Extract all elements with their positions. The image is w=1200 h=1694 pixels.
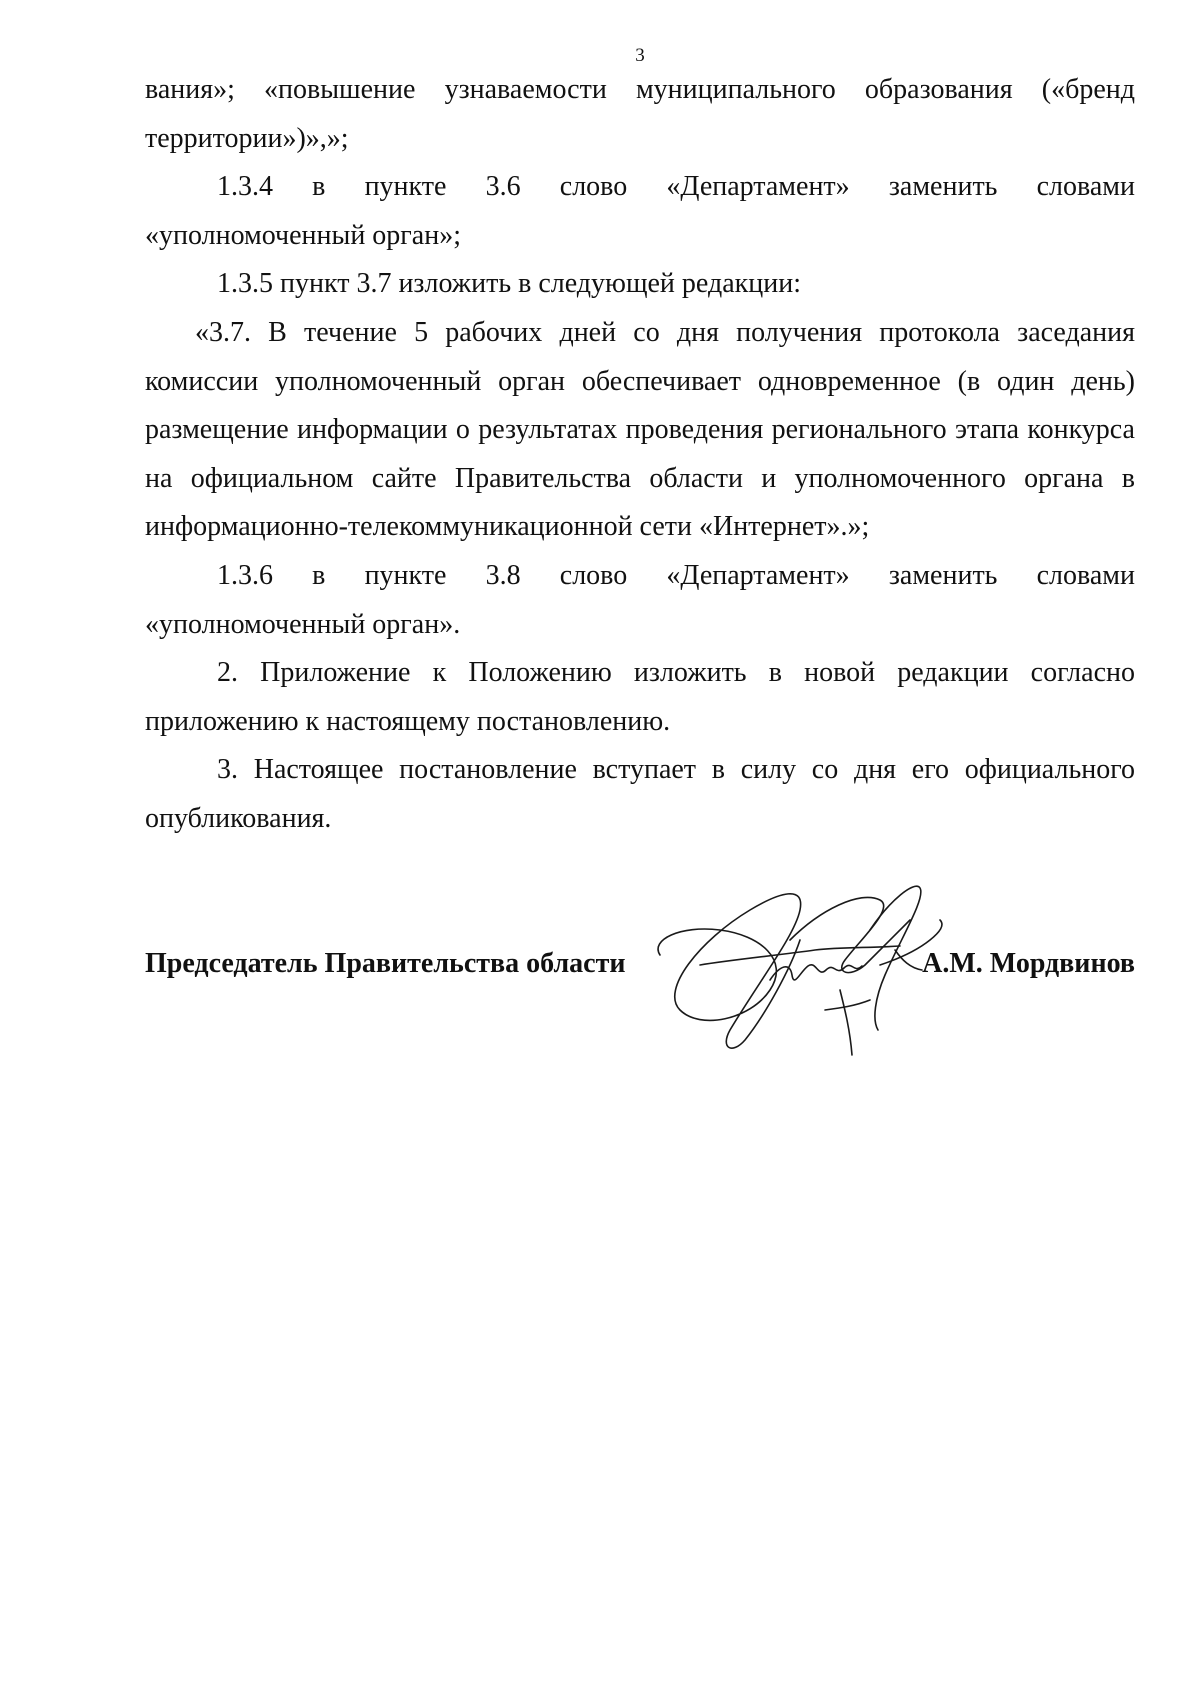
paragraph-1-3-4: 1.3.4 в пункте 3.6 слово «Департамент» заменить словами «уполномоченный орган»;	[145, 171, 1135, 251]
paragraph-3-7-quote: «3.7. В течение 5 рабочих дней со дня получения протокола заседания комиссии уполномоченный орган обеспечивает одновременное (в один день) размещение информации о результатах проведения регионального этапа конкурса на официальном сайте Правительства области и уполномоченного органа в информационно-телекоммуникационной сети «Интернет».»;	[145, 316, 1135, 543]
paragraph-1-3-5: 1.3.5 пункт 3.7 изложить в следующей редакции:	[217, 268, 801, 300]
paragraph-3: 3. Настоящее постановление вступает в силу со дня его официального опубликования.	[145, 754, 1135, 834]
paragraph-2: 2. Приложение к Положению изложить в новой редакции согласно приложению к настоящему постановлению.	[145, 657, 1135, 737]
signatory-name: А.М. Мордвинов	[922, 948, 1135, 979]
signature-block	[145, 940, 1135, 990]
paragraph-continuation: вания»; «повышение узнаваемости муниципального образования («бренд территории»)»,»;	[145, 74, 1135, 154]
paragraph-1-3-6: 1.3.6 в пункте 3.8 слово «Департамент» заменить словами «уполномоченный орган».	[145, 559, 1135, 640]
document-body	[145, 66, 1135, 844]
page-number: 3	[635, 45, 645, 66]
signatory-title: Председатель Правительства области	[145, 948, 626, 979]
